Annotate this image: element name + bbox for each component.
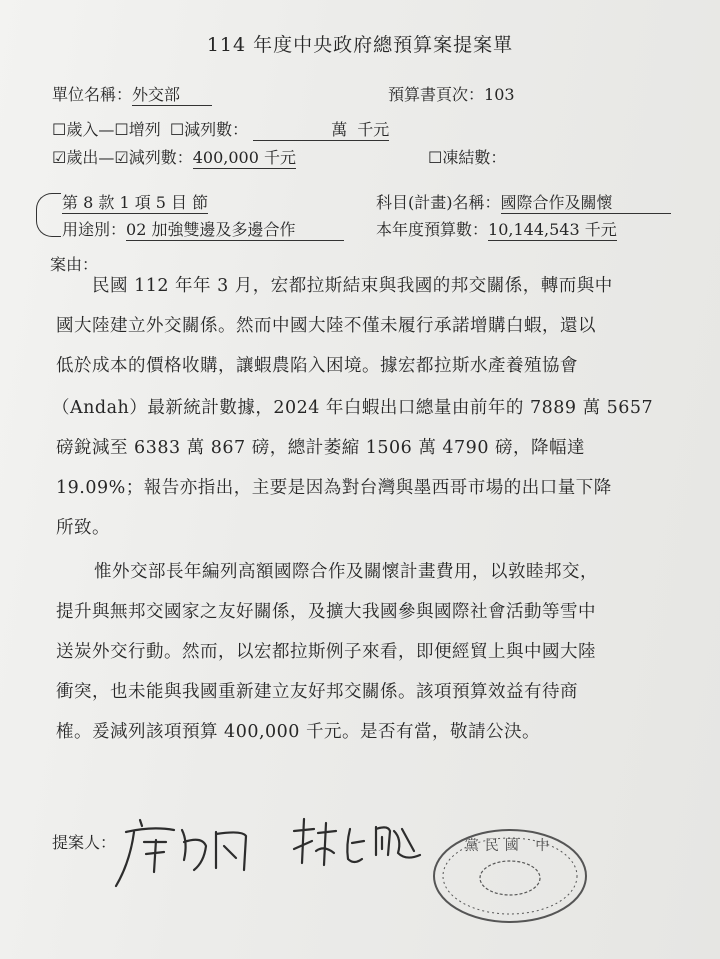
annual-budget-row bbox=[376, 217, 617, 241]
increase-label: 增列 bbox=[128, 120, 161, 139]
para2-line-2: 提升與無邦交國家之友好關係，及擴大我國參與國際社會活動等雪中 bbox=[56, 602, 596, 622]
para1-line-6: 19.09%；報告亦指出，主要是因為對台灣與墨西哥市場的出口量下降 bbox=[56, 478, 612, 498]
decrease-amount-unit: 千元 bbox=[347, 117, 389, 141]
reason-label: 案由： bbox=[50, 255, 99, 274]
bracket-mark bbox=[36, 193, 61, 237]
para1-line-2: 國大陸建立外交關係。然而中國大陸不僅未履行承諾增購白蝦，還以 bbox=[56, 316, 596, 336]
unit-label: 單位名稱： bbox=[52, 85, 133, 104]
increase-checkbox[interactable]: ☐ bbox=[114, 120, 129, 139]
annual-budget-value: 10,144,543 千元 bbox=[488, 217, 617, 241]
budget-page-label: 預算書頁次： bbox=[388, 85, 485, 104]
income-label: 歲入— bbox=[66, 120, 115, 139]
subject-label: 科目(計畫)名稱： bbox=[376, 193, 501, 212]
para1-line-3: 低於成本的價格收購，讓蝦農陷入困境。據宏都拉斯水產養殖協會 bbox=[56, 356, 578, 376]
freeze-row bbox=[428, 145, 506, 168]
proposer-label: 提案人： bbox=[52, 833, 117, 852]
usage-label: 用途別： bbox=[62, 220, 127, 239]
para2-line-5: 榷。爰減列該項預算 400,000 千元。是否有當，敬請公決。 bbox=[56, 722, 540, 742]
seal-stamp bbox=[428, 822, 593, 927]
page-title: 114 年度中央政府總預算案提案單 bbox=[206, 34, 514, 56]
decrease-checkbox[interactable]: ☐ bbox=[169, 120, 185, 139]
usage-value: 02 加強雙邊及多邊合作 bbox=[126, 217, 344, 241]
budget-page-value: 103 bbox=[484, 85, 515, 104]
income-row bbox=[52, 117, 389, 141]
item-row bbox=[62, 190, 208, 214]
subject-value: 國際合作及關懷 bbox=[501, 190, 671, 214]
para2-line-3: 送炭外交行動。然而，以宏都拉斯例子來看，即便經貿上與中國大陸 bbox=[56, 642, 596, 662]
decrease-label: 減列數： bbox=[184, 120, 249, 139]
expense-label: 歲出— bbox=[66, 148, 115, 167]
expense-checkbox[interactable]: ☑ bbox=[52, 148, 67, 167]
para1-line-5: 磅銳減至 6383 萬 867 磅，總計萎縮 1506 萬 4790 磅，降幅達 bbox=[56, 438, 586, 458]
para1-line-4: （Andah）最新統計數據，2024 年白蝦出口總量由前年的 7889 萬 5657 bbox=[52, 398, 654, 418]
subject-row bbox=[376, 190, 671, 214]
unit-row bbox=[52, 82, 212, 106]
freeze-label: 凍結數： bbox=[442, 148, 507, 167]
para1-line-7: 所致。 bbox=[56, 518, 110, 538]
usage-row bbox=[62, 217, 344, 241]
item-text: 第 8 款 1 項 5 目 節 bbox=[62, 190, 208, 214]
annual-budget-label: 本年度預算數： bbox=[376, 220, 489, 239]
signature-2 bbox=[290, 815, 430, 875]
decrease-amount-field: 萬 bbox=[253, 117, 347, 141]
freeze-checkbox[interactable]: ☐ bbox=[428, 148, 443, 167]
signature-1 bbox=[112, 812, 262, 892]
expense-decrease-checkbox[interactable]: ☑ bbox=[114, 148, 129, 167]
income-checkbox[interactable]: ☐ bbox=[52, 120, 67, 139]
seal-text: 黨民國 中 bbox=[464, 838, 556, 854]
budget-page-row bbox=[388, 82, 515, 105]
expense-row bbox=[52, 145, 296, 169]
para2-line-4: 衝突，也未能與我國重新建立友好邦交關係。該項預算效益有待商 bbox=[56, 682, 578, 702]
para2-line-1: 惟外交部長年編列高額國際合作及關懷計畫費用，以敦睦邦交， bbox=[94, 562, 598, 582]
expense-decrease-label: 減列數： bbox=[128, 148, 193, 167]
expense-decrease-amount: 400,000 千元 bbox=[193, 145, 296, 169]
unit-value: 外交部 bbox=[132, 82, 212, 106]
para1-line-1: 民國 112 年年 3 月，宏都拉斯結束與我國的邦交關係，轉而與中 bbox=[92, 276, 613, 296]
